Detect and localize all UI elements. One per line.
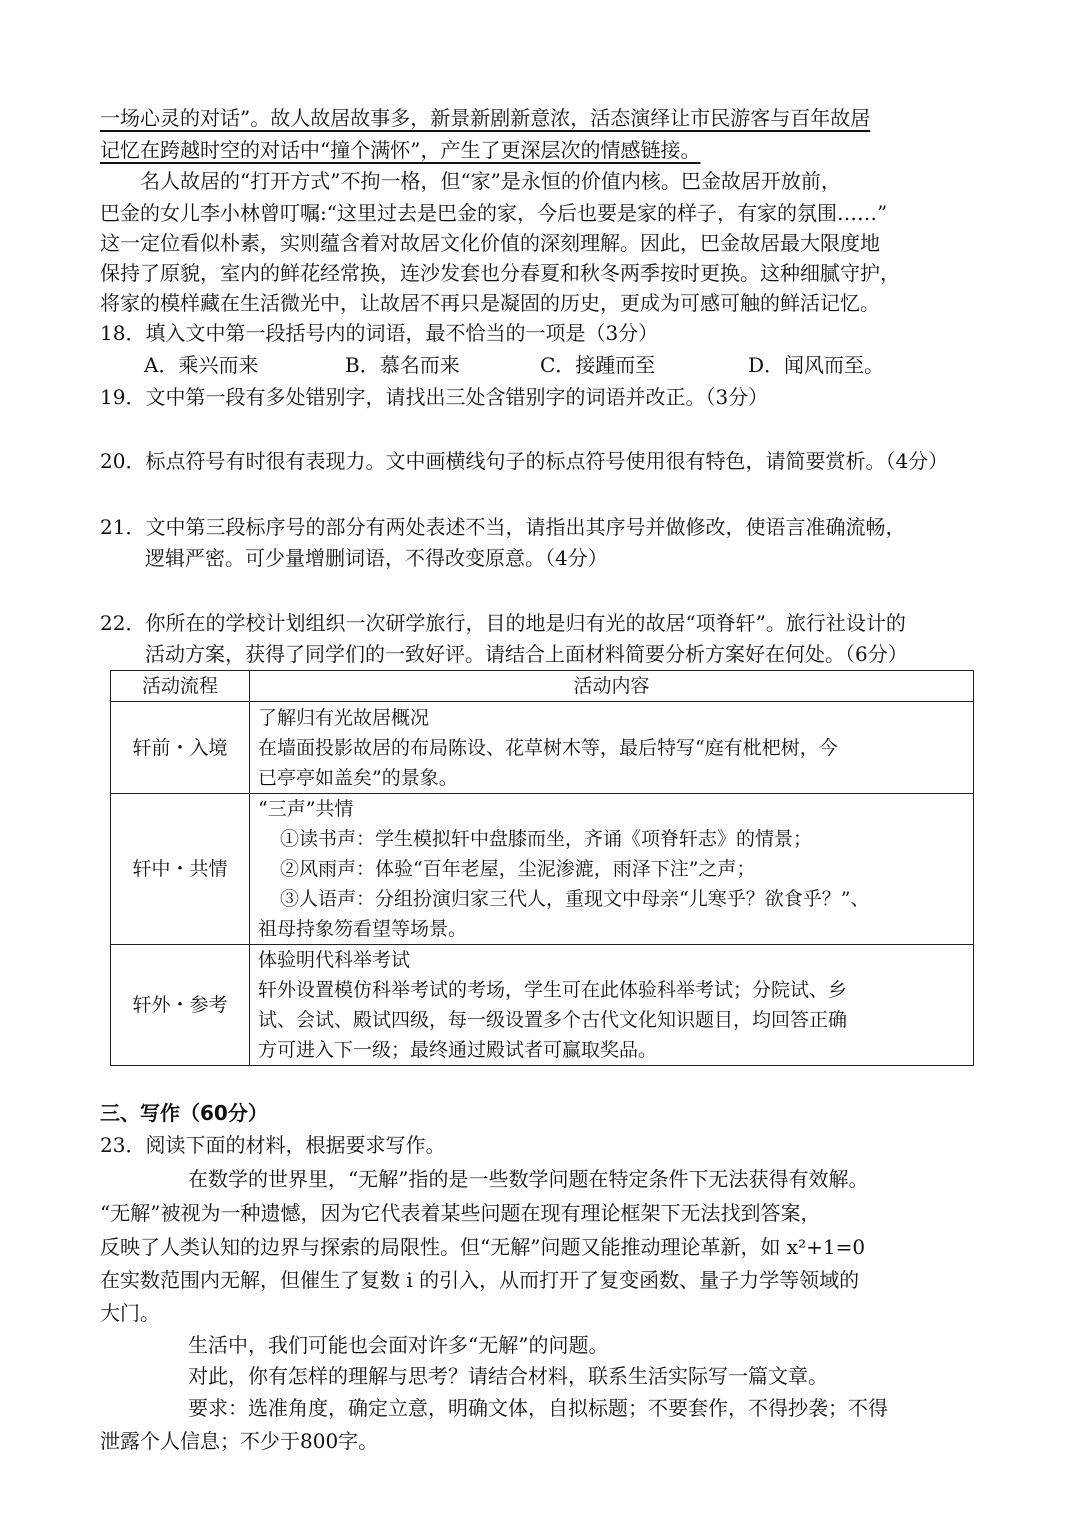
passage-p2-line1: 名人故居的“打开方式”不拘一格，但“家”是永恒的价值内核。巴金故居开放前， <box>140 169 841 193</box>
passage-p2-line2: 巴金的女儿李小林曾叮嘱:“这里过去是巴金的家，今后也要是家的样子，有家的氛围……” <box>100 201 888 225</box>
stage-cell: 轩中・共情 <box>111 794 250 945</box>
material-line5: 大门。 <box>100 1301 160 1325</box>
passage-p2-line4: 保持了原貌，室内的鲜花经常换，连沙发套也分春夏和秋冬两季按时更换。这种细腻守护， <box>100 261 900 285</box>
question-22-line2: 活动方案，获得了同学们的一致好评。请结合上面材料简要分析方案好在何处。（6分） <box>145 642 908 666</box>
question-20: 20．标点符号有时很有表现力。文中画横线句子的标点符号使用很有特色，请简要赏析。（4分） <box>100 449 949 473</box>
content-line: 在墙面投影故居的布局陈设、花草树木等，最后特写“庭有枇杷树，今 <box>258 736 838 759</box>
stage-cell: 轩外・参考 <box>111 945 250 1066</box>
content-line: “三声”共情 <box>258 798 354 820</box>
table-header-row <box>111 671 974 702</box>
table-row <box>111 794 974 945</box>
q18-option-a: A．乘兴而来 <box>144 353 259 377</box>
table-row <box>111 702 974 794</box>
passage-p1-line2: 记忆在跨越时空的对话中“撞个满怀”，产生了更深层次的情感链接。 <box>100 138 701 162</box>
content-line: 方可进入下一级；最终通过殿试者可赢取奖品。 <box>258 1039 658 1061</box>
q18-option-c: C．接踵而至 <box>540 353 656 377</box>
requirements-line2: 泄露个人信息；不少于800字。 <box>100 1429 379 1453</box>
content-line: ③人语声：分组扮演归家三代人，重现文中母亲“儿寒乎？欲食乎？”、 <box>280 888 870 910</box>
material-line1: 在数学的世界里，“无解”指的是一些数学问题在特定条件下无法获得有效解。 <box>188 1167 869 1191</box>
content-line: 已亭亭如盖矣”的景象。 <box>258 766 458 789</box>
section-heading-writing: 三、写作（60分） <box>100 1101 268 1125</box>
passage-p2-line5: 将家的模样藏在生活微光中，让故居不再只是凝固的历史，更成为可感可触的鲜活记忆。 <box>100 291 880 315</box>
q18-option-d: D．闻风而至。 <box>748 353 885 377</box>
header-content: 活动内容 <box>250 671 974 702</box>
passage-p2-line3: 这一定位看似朴素，实则蕴含着对故居文化价值的深刻理解。因此，巴金故居最大限度地 <box>100 231 880 255</box>
passage-p1-line1: 一场心灵的对话”。故人故居故事多，新景新剧新意浓，活态演绎让市民游客与百年故居 <box>100 106 871 130</box>
content-line: 祖母持象笏看望等场景。 <box>258 918 468 940</box>
q18-option-b: B．慕名而来 <box>345 353 460 377</box>
question-22-line1: 22．你所在的学校计划组织一次研学旅行，目的地是归有光的故居“项脊轩”。旅行社设计的 <box>100 611 906 635</box>
content-cell <box>250 794 974 945</box>
requirements-line1: 要求：选准角度，确定立意，明确文体，自拟标题；不要套作，不得抄袭；不得 <box>188 1396 888 1420</box>
question-18: 18．填入文中第一段括号内的词语，最不恰当的一项是（3分） <box>100 321 659 345</box>
content-line: 体验明代科举考试 <box>258 949 411 971</box>
content-cell <box>250 702 974 794</box>
content-cell <box>250 945 974 1066</box>
prompt-line: 对此，你有怎样的理解与思考？请结合材料，联系生活实际写一篇文章。 <box>188 1364 828 1388</box>
stage-cell: 轩前・入境 <box>111 702 250 794</box>
question-21-line2: 逻辑严密。可少量增删词语，不得改变原意。（4分） <box>145 546 608 570</box>
question-23: 23．阅读下面的材料，根据要求写作。 <box>100 1133 446 1157</box>
material-line2: “无解”被视为一种遗憾，因为它代表着某些问题在现有理论框架下无法找到答案， <box>100 1201 821 1225</box>
question-19: 19．文中第一段有多处错别字，请找出三处含错别字的词语并改正。（3分） <box>100 385 769 409</box>
life-line: 生活中，我们可能也会面对许多“无解”的问题。 <box>188 1333 609 1357</box>
header-stage: 活动流程 <box>111 671 250 702</box>
content-line: ②风雨声：体验“百年老屋，尘泥渗漉，雨泽下注”之声； <box>280 858 756 880</box>
material-line4: 在实数范围内无解，但催生了复数 i 的引入，从而打开了复变函数、量子力学等领域的 <box>100 1268 860 1292</box>
activity-table <box>110 670 974 1066</box>
table-row <box>111 945 974 1066</box>
question-21-line1: 21．文中第三段标序号的部分有两处表述不当，请指出其序号并做修改，使语言准确流畅， <box>100 515 906 539</box>
content-line: 试、会试、殿试四级，每一级设置多个古代文化知识题目，均回答正确 <box>258 1009 848 1031</box>
content-line: 了解归有光故居概况 <box>258 706 430 729</box>
material-line3: 反映了人类认知的边界与探索的局限性。但“无解”问题又能推动理论革新，如 x²+1=0 <box>100 1235 866 1259</box>
content-line: ①读书声：学生模拟轩中盘膝而坐，齐诵《项脊轩志》的情景； <box>280 828 813 850</box>
content-line: 轩外设置模仿科举考试的考场，学生可在此体验科举考试；分院试、乡 <box>258 979 848 1001</box>
